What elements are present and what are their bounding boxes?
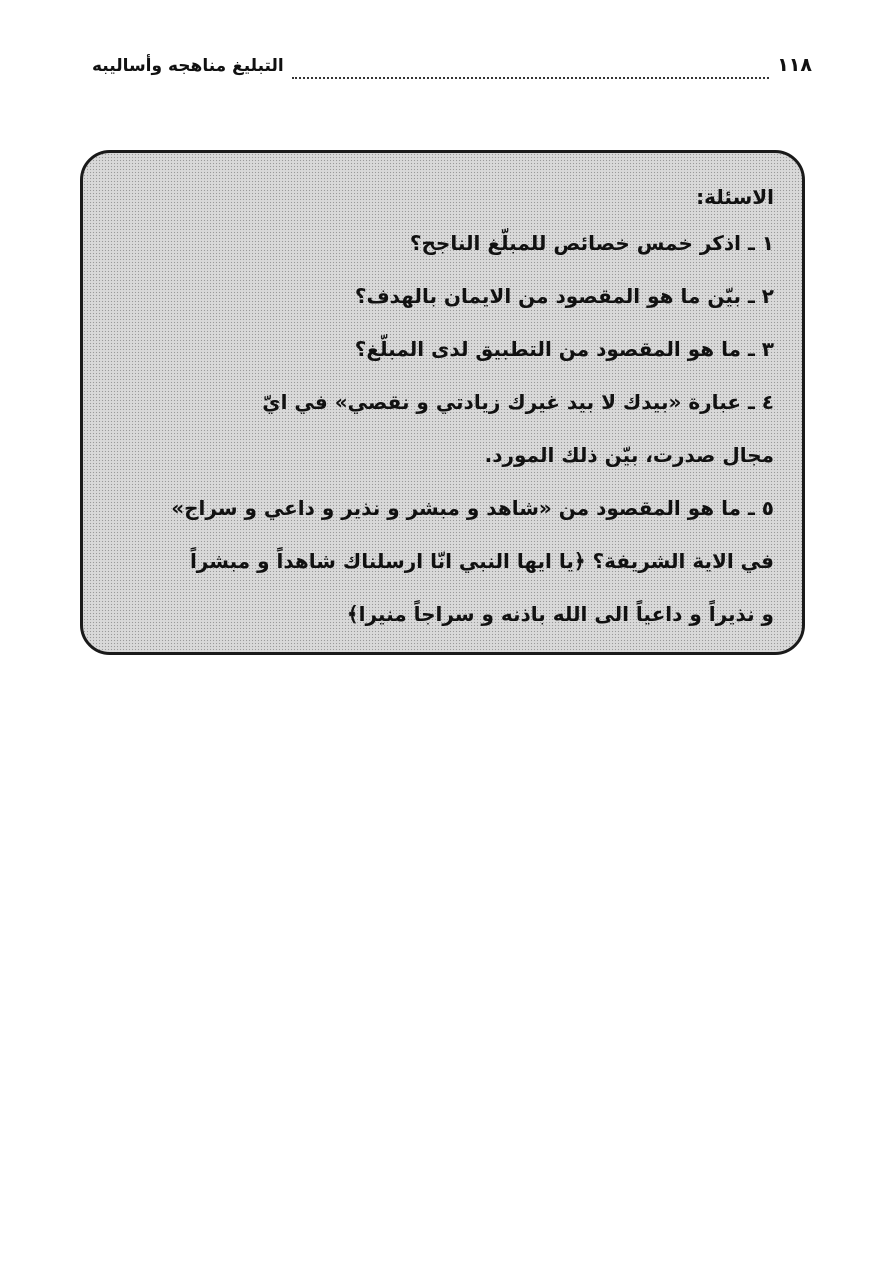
question-line: ٢ ـ بيّن ما هو المقصود من الايمان بالهدف؟ bbox=[354, 284, 774, 308]
question-line: ١ ـ اذكر خمس خصائص للمبلّغ الناجح؟ bbox=[409, 231, 774, 255]
question-line: ٣ ـ ما هو المقصود من التطبيق لدى المبلّغ؟ bbox=[354, 337, 774, 361]
questions-heading: الاسئلة: bbox=[696, 185, 774, 209]
question-line: و نذيراً و داعياً الى الله باذنه و سراجاً منيرا﴾ bbox=[346, 602, 774, 626]
question-line: ٥ ـ ما هو المقصود من «شاهد و مبشر و نذير و داعي و سراج» bbox=[171, 496, 774, 520]
question-line: مجال صدرت، بيّن ذلك المورد. bbox=[484, 443, 774, 467]
page-header bbox=[92, 54, 812, 88]
page-number: ١١٨ bbox=[777, 54, 812, 76]
question-line: ٤ ـ عبارة «بيدك لا بيد غيرك زيادتي و نقصي» في ايّ bbox=[262, 390, 774, 414]
questions-box bbox=[80, 150, 805, 655]
question-line: في الاية الشريفة؟ ﴿يا ايها النبي انّا ارسلناك شاهداً و مبشراً bbox=[189, 549, 774, 573]
book-title: التبليغ مناهجه وأساليبه bbox=[92, 56, 284, 76]
dotted-leader bbox=[292, 63, 770, 79]
